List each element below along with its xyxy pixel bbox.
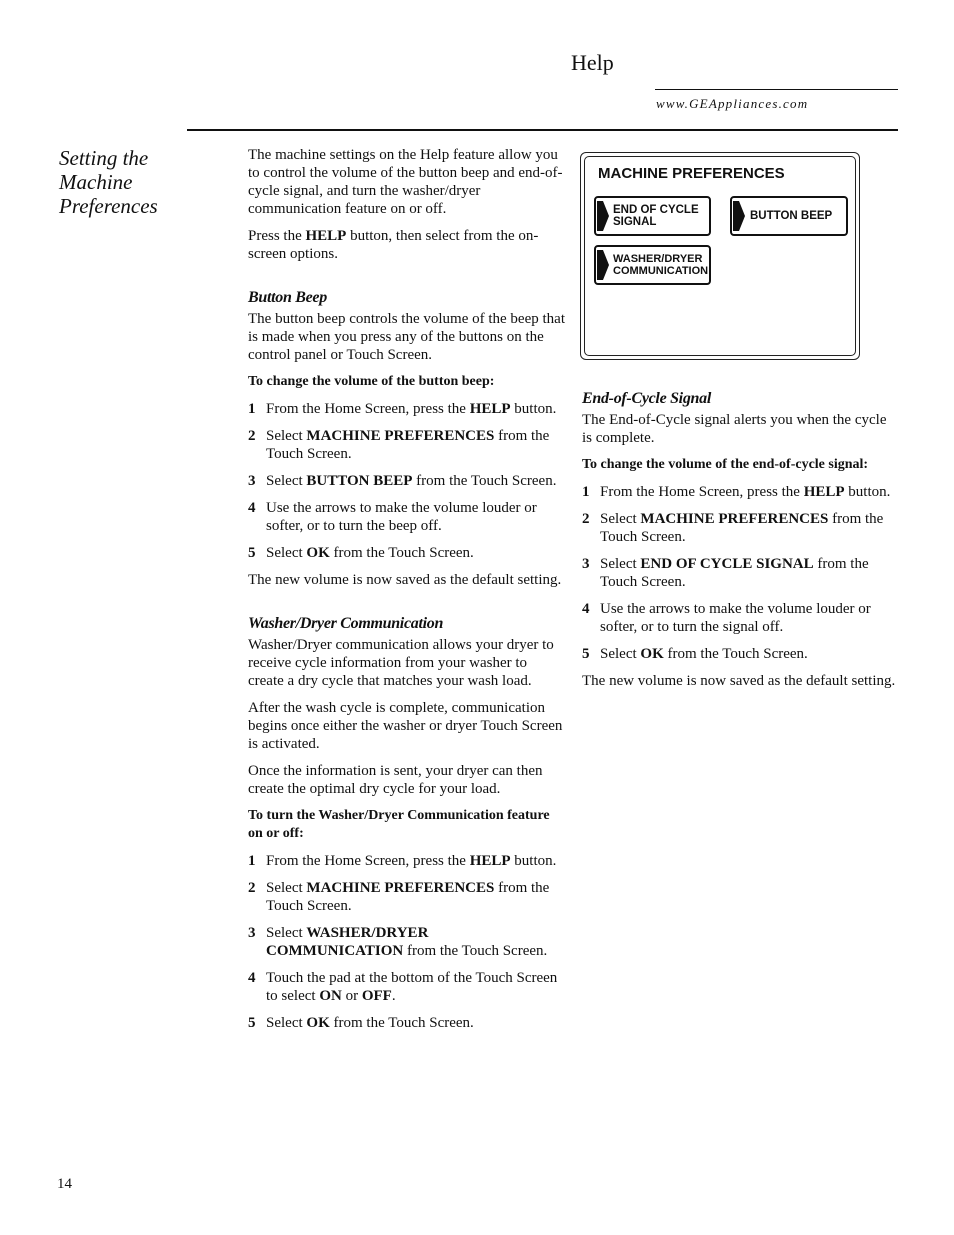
washer-dryer-steps [248, 852, 566, 1032]
washer-dryer-communication-button[interactable] [594, 245, 711, 285]
right-column [582, 390, 898, 699]
end-of-cycle-body: The End-of-Cycle signal alerts you when the cycle is complete. [582, 412, 887, 446]
washer-dryer-p3: Once the information is sent, your dryer can then create the optimal dry cycle for your load. [248, 763, 543, 797]
button-beep-lead: To change the volume of the button beep: [248, 374, 495, 389]
step-item: 4 Use the arrows to make the volume louder or softer, or to turn the signal off. [582, 601, 871, 635]
washer-dryer-heading: Washer/Dryer Communication [248, 615, 444, 632]
button-beep-label: BUTTON BEEP [750, 210, 833, 222]
step-item: 2 Select MACHINE PREFERENCES from the Touch Screen. [248, 428, 550, 462]
step-item: 3 Select END OF CYCLE SIGNAL from the Touch Screen. [582, 556, 869, 590]
step-item: 1 From the Home Screen, press the HELP button. [248, 853, 557, 869]
washer-dryer-p2: After the wash cycle is complete, communication begins once either the washer or dryer Touch Screen is activated. [248, 700, 563, 752]
step-item: 2 Select MACHINE PREFERENCES from the Touch Screen. [248, 880, 550, 914]
step-item: 4 Use the arrows to make the volume louder or softer, or to turn the beep off. [248, 500, 537, 534]
left-column [248, 146, 566, 1041]
button-beep-button[interactable] [730, 196, 848, 236]
step-item: 4 Touch the pad at the bottom of the Touch Screen to select ON or OFF. [248, 970, 558, 1004]
website-url: www.GEAppliances.com [656, 96, 809, 111]
end-of-cycle-signal-button[interactable] [594, 196, 711, 236]
end-of-cycle-closing: The new volume is now saved as the default setting. [582, 673, 896, 689]
section-rule [187, 129, 898, 131]
arrow-right-icon [597, 250, 609, 280]
header-rule [655, 89, 898, 90]
end-of-cycle-steps [582, 483, 898, 663]
step-item: 5 Select OK from the Touch Screen. [248, 545, 474, 561]
section-heading: Setting the Machine Preferences [59, 146, 158, 218]
intro-instruction: Press the HELP button, then select from the on-screen options. [248, 228, 539, 262]
step-item: 5 Select OK from the Touch Screen. [582, 646, 808, 662]
button-beep-heading: Button Beep [248, 289, 327, 306]
end-of-cycle-signal-label: END OF CYCLE SIGNAL [613, 204, 699, 228]
step-item: 3 Select BUTTON BEEP from the Touch Screen. [248, 473, 557, 489]
button-beep-closing: The new volume is now saved as the default setting. [248, 572, 562, 588]
washer-dryer-lead: To turn the Washer/Dryer Communication feature on or off: [248, 808, 550, 841]
end-of-cycle-heading: End-of-Cycle Signal [582, 390, 711, 407]
intro-paragraph: The machine settings on the Help feature allow you to control the volume of the button beep and end-of-cycle signal, and turn the washer/dryer communication feature on or off. [248, 147, 563, 217]
button-beep-steps [248, 400, 566, 562]
touch-screen-title: MACHINE PREFERENCES [598, 165, 785, 182]
step-item: 5 Select OK from the Touch Screen. [248, 1015, 474, 1031]
arrow-right-icon [733, 201, 745, 231]
page-number: 14 [57, 1176, 72, 1192]
touch-screen-panel [584, 156, 856, 356]
page-title: Help [571, 50, 614, 75]
arrow-right-icon [597, 201, 609, 231]
button-beep-body: The button beep controls the volume of the beep that is made when you press any of the buttons on the control panel or Touch Screen. [248, 311, 565, 363]
step-item: 1 From the Home Screen, press the HELP button. [248, 401, 557, 417]
washer-dryer-communication-label: WASHER/DRYER COMMUNICATION [613, 253, 709, 277]
washer-dryer-p1: Washer/Dryer communication allows your dryer to receive cycle information from your washer to create a dry cycle that matches your wash load. [248, 637, 554, 689]
step-item: 3 Select WASHER/DRYER COMMUNICATION from the Touch Screen. [248, 925, 548, 959]
step-item: 2 Select MACHINE PREFERENCES from the Touch Screen. [582, 511, 884, 545]
end-of-cycle-lead: To change the volume of the end-of-cycle signal: [582, 457, 869, 472]
touch-screen-illustration [580, 152, 860, 360]
step-item: 1 From the Home Screen, press the HELP button. [582, 484, 891, 500]
